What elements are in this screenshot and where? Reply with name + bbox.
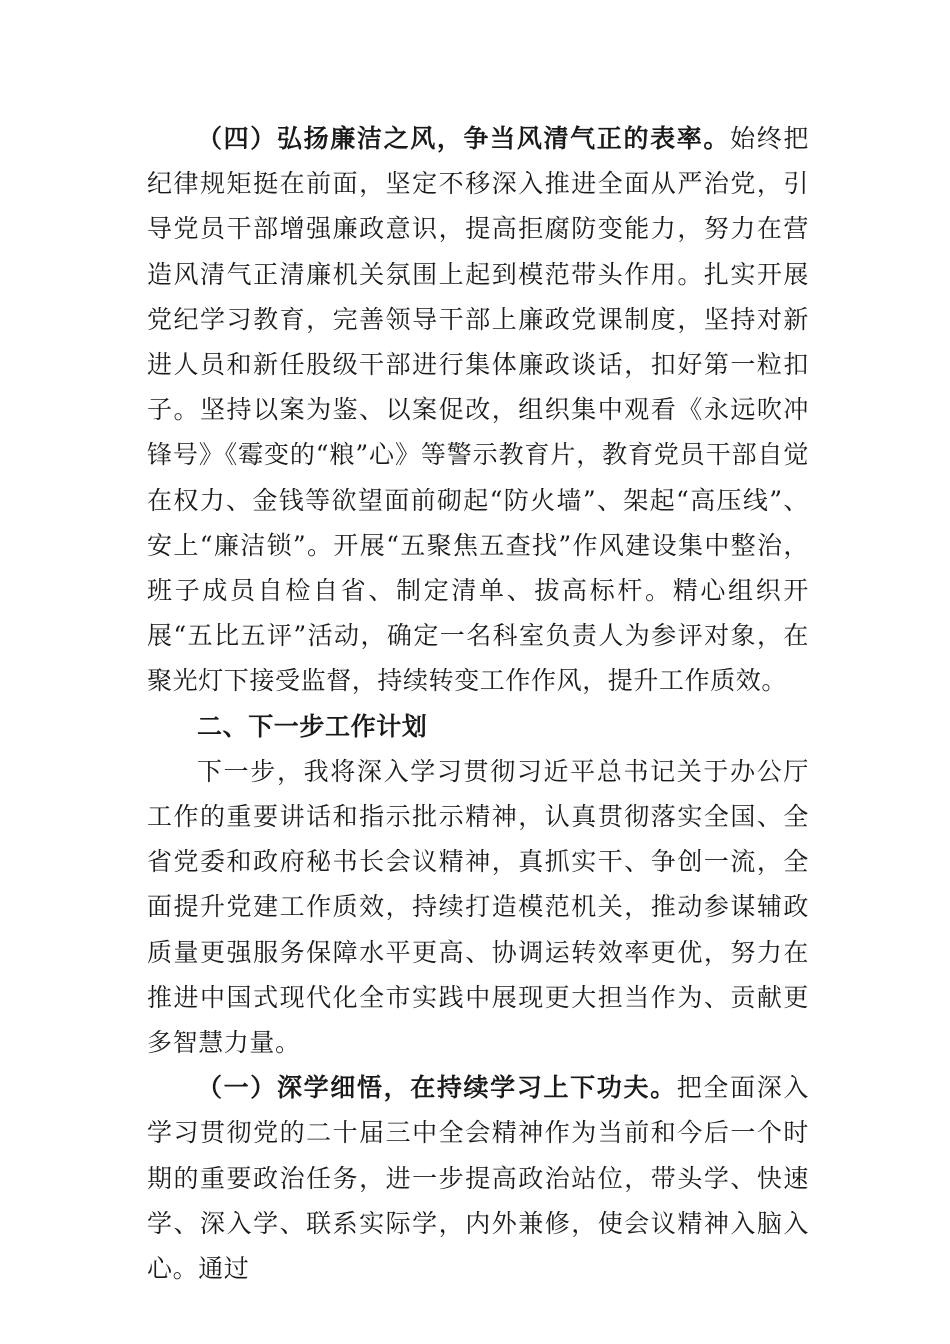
paragraph-next-steps-intro: 下一步，我将深入学习贯彻习近平总书记关于办公厅工作的重要讲话和指示批示精神，认真贯彻落实全国、全省党委和政府秘书长会议精神，真抓实干、争创一流，全面提升党建工作质效，持续打造模范机关，推动参谋辅政质量更强服务保障水平更高、协调运转效率更优，努力在推进中国式现代化全市实践中展现更大担当作为、贡献更多智慧力量。 — [147, 756, 809, 1058]
paragraph-body-study: 把全面深入学习贯彻党的二十届三中全会精神作为当前和今后一个时期的重要政治任务，进一步提高政治站位，带头学、快速学、深入学、联系实际学，内外兼修，使会议精神入脑入心。通过 — [147, 1073, 809, 1284]
paragraph-integrity — [147, 116, 809, 704]
paragraph-body-integrity: 始终把纪律规矩挺在前面，坚定不移深入推进全面从严治党，引导党员干部增强廉政意识，提高拒腐防变能力，努力在营造风清气正清廉机关氛围上起到模范带头作用。扎实开展党纪学习教育，完善领导干部上廉政党课制度，坚持对新进人员和新任股级干部进行集体廉政谈话，扣好第一粒扣子。坚持以案为鉴、以案促改，组织集中观看《永远吹冲锋号》《霉变的“粮”心》等警示教育片，教育党员干部自觉在权力、金钱等欲望面前砌起“防火墙”、架起“高压线”、安上“廉洁锁”。开展“五聚焦五查找”作风建设集中整治，班子成员自检自省、制定清单、拔高标杆。精心组织开展“五比五评”活动，确定一名科室负责人为参评对象，在聚光灯下接受监督，持续转变工作作风，提升工作质效。 — [147, 124, 809, 696]
paragraph-lead-study: （一）深学细悟，在持续学习上下功夫。 — [197, 1073, 677, 1103]
document-page — [147, 116, 809, 1291]
section-heading-next-steps: 二、下一步工作计划 — [197, 711, 428, 741]
paragraph-lead-integrity: （四）弘扬廉洁之风，争当风清气正的表率。 — [197, 124, 731, 153]
paragraph-study — [147, 1065, 809, 1291]
